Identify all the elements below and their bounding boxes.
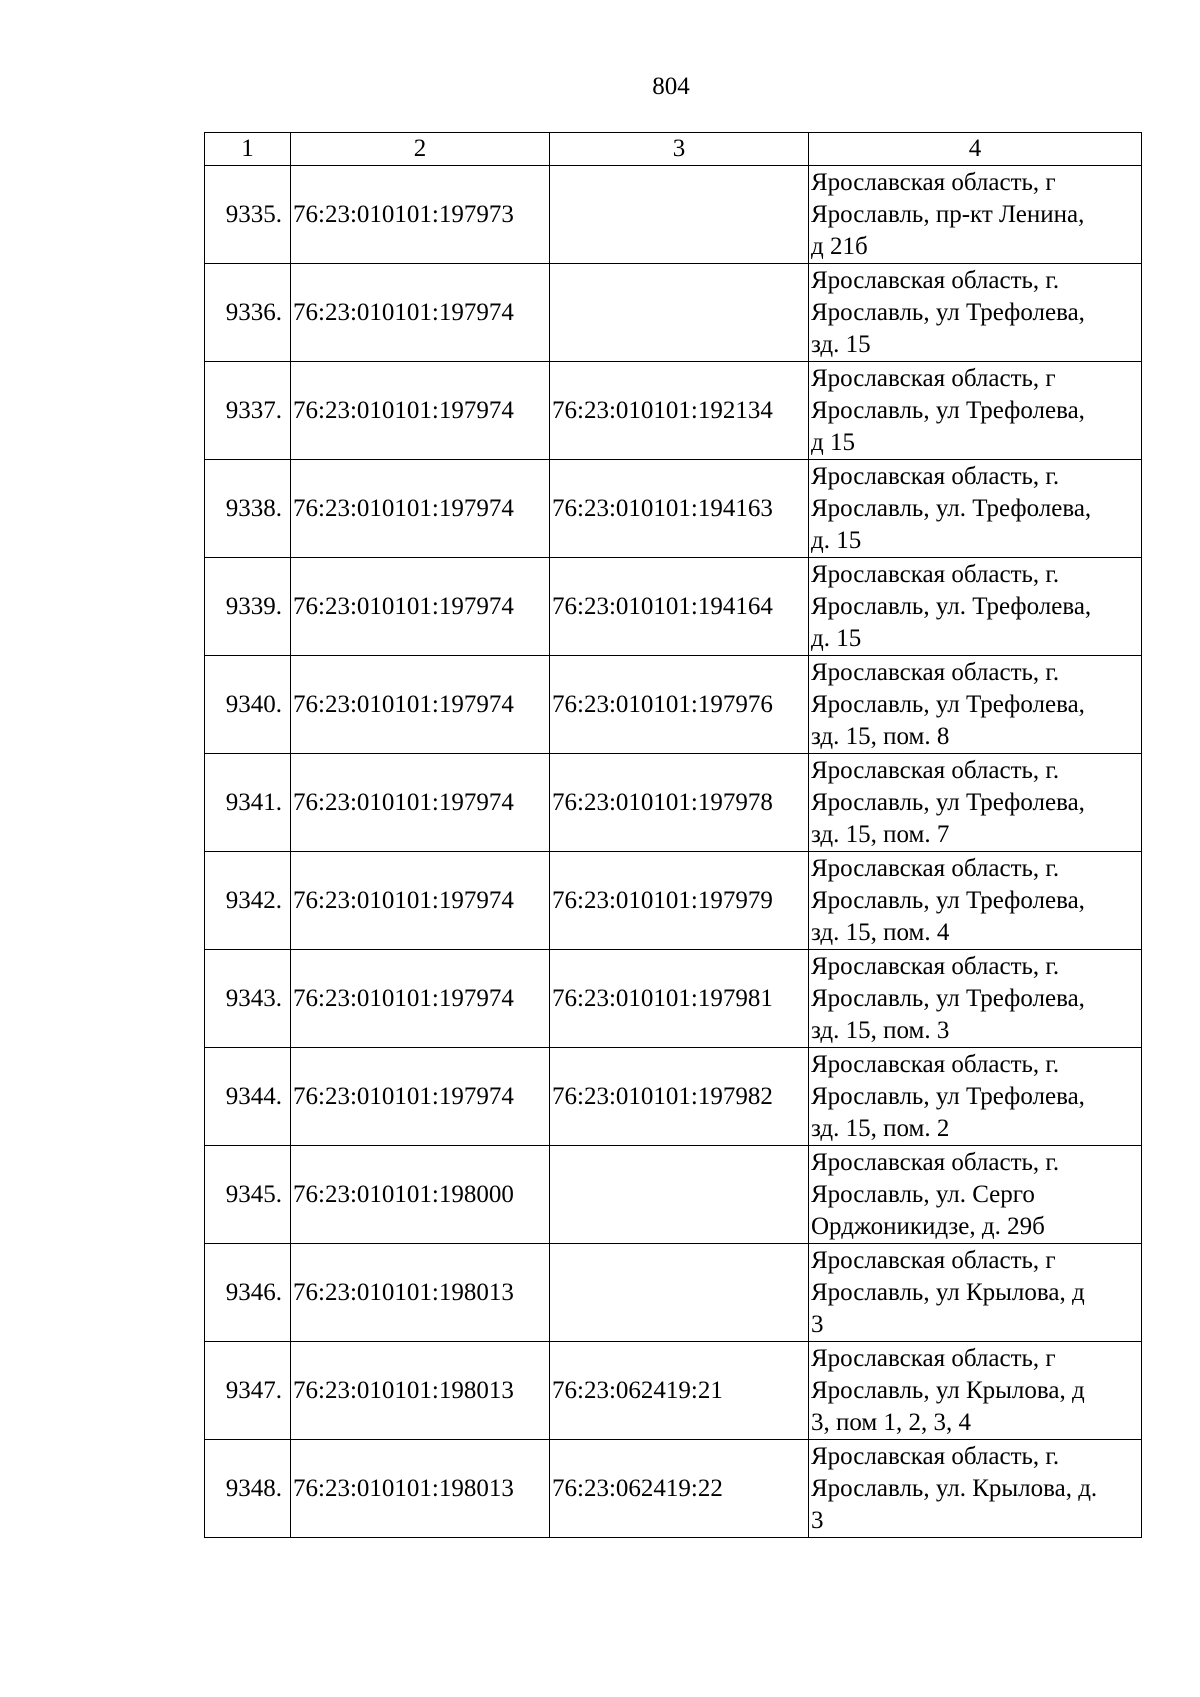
table-row — [205, 754, 1142, 852]
address-line: Ярославская область, г. — [811, 1148, 1060, 1176]
address-line: зд. 15 — [811, 330, 871, 358]
address-line: Ярославль, ул Трефолева, — [811, 886, 1085, 914]
address-line: Ярославль, ул. Трефолева, — [811, 592, 1092, 620]
table-row — [205, 950, 1142, 1048]
sub-cadastral-number: 76:23:010101:197981 — [550, 950, 809, 1048]
cadastral-number: 76:23:010101:198013 — [291, 1244, 550, 1342]
address-line: Ярославль, пр-кт Ленина, — [811, 200, 1085, 228]
cadastral-number: 76:23:010101:198000 — [291, 1146, 550, 1244]
address-line: Ярославль, ул. Трефолева, — [811, 494, 1092, 522]
address-line: зд. 15, пом. 3 — [811, 1016, 950, 1044]
address-line: Ярославская область, г. — [811, 560, 1060, 588]
address-line: д. 15 — [811, 624, 862, 652]
table-header — [205, 133, 1142, 166]
address-line: зд. 15, пом. 4 — [811, 918, 950, 946]
address-line: Ярославль, ул Трефолева, — [811, 396, 1085, 424]
table-row — [205, 1244, 1142, 1342]
cadastral-number: 76:23:010101:197974 — [291, 1048, 550, 1146]
row-number: 9345. — [205, 1146, 291, 1244]
sub-cadastral-number: 76:23:010101:194163 — [550, 460, 809, 558]
header-col-3: 3 — [550, 133, 809, 166]
address-cell — [809, 754, 1142, 852]
address-cell — [809, 166, 1142, 264]
address-line: Ярославль, ул Крылова, д — [811, 1376, 1085, 1404]
address-line: Ярославская область, г — [811, 364, 1056, 392]
address-cell — [809, 1048, 1142, 1146]
address-cell — [809, 1244, 1142, 1342]
table-row — [205, 362, 1142, 460]
address-line: Ярославская область, г. — [811, 1050, 1060, 1078]
register-table — [204, 132, 1142, 1538]
header-col-1: 1 — [205, 133, 291, 166]
address-line: д 15 — [811, 428, 855, 456]
sub-cadastral-number: 76:23:062419:21 — [550, 1342, 809, 1440]
sub-cadastral-number: 76:23:062419:22 — [550, 1440, 809, 1538]
address-cell — [809, 1342, 1142, 1440]
table-row — [205, 656, 1142, 754]
sub-cadastral-number: 76:23:010101:194164 — [550, 558, 809, 656]
cadastral-number: 76:23:010101:198013 — [291, 1440, 550, 1538]
address-cell — [809, 1146, 1142, 1244]
row-number: 9337. — [205, 362, 291, 460]
address-line: Ярославль, ул. Крылова, д. — [811, 1474, 1098, 1502]
row-number: 9346. — [205, 1244, 291, 1342]
cadastral-number: 76:23:010101:197974 — [291, 950, 550, 1048]
cadastral-number: 76:23:010101:197973 — [291, 166, 550, 264]
address-line: Ярославская область, г. — [811, 854, 1060, 882]
sub-cadastral-number — [550, 1146, 809, 1244]
address-line: зд. 15, пом. 8 — [811, 722, 950, 750]
cadastral-number: 76:23:010101:198013 — [291, 1342, 550, 1440]
row-number: 9336. — [205, 264, 291, 362]
row-number: 9347. — [205, 1342, 291, 1440]
address-cell — [809, 264, 1142, 362]
table-row — [205, 460, 1142, 558]
row-number: 9338. — [205, 460, 291, 558]
address-line: Ярославская область, г. — [811, 462, 1060, 490]
address-line: Ярославская область, г. — [811, 952, 1060, 980]
sub-cadastral-number — [550, 1244, 809, 1342]
table-row — [205, 558, 1142, 656]
address-line: Ярославль, ул. Серго — [811, 1180, 1035, 1208]
address-cell — [809, 362, 1142, 460]
address-line: Ярославская область, г. — [811, 756, 1060, 784]
address-line: д 21б — [811, 232, 868, 260]
address-line: Ярославская область, г. — [811, 266, 1060, 294]
address-line: Ярославль, ул Трефолева, — [811, 1082, 1085, 1110]
table-row — [205, 264, 1142, 362]
address-line: Ярославль, ул Трефолева, — [811, 984, 1085, 1012]
address-line: зд. 15, пом. 2 — [811, 1114, 950, 1142]
cadastral-number: 76:23:010101:197974 — [291, 852, 550, 950]
cadastral-number: 76:23:010101:197974 — [291, 460, 550, 558]
cadastral-number: 76:23:010101:197974 — [291, 362, 550, 460]
sub-cadastral-number: 76:23:010101:192134 — [550, 362, 809, 460]
address-cell — [809, 1440, 1142, 1538]
address-line: д. 15 — [811, 526, 862, 554]
row-number: 9340. — [205, 656, 291, 754]
address-line: Ярославская область, г. — [811, 1442, 1060, 1470]
row-number: 9341. — [205, 754, 291, 852]
table-row — [205, 1342, 1142, 1440]
address-line: зд. 15, пом. 7 — [811, 820, 950, 848]
sub-cadastral-number — [550, 166, 809, 264]
row-number: 9343. — [205, 950, 291, 1048]
address-line: Ярославль, ул Трефолева, — [811, 788, 1085, 816]
sub-cadastral-number: 76:23:010101:197978 — [550, 754, 809, 852]
sub-cadastral-number: 76:23:010101:197976 — [550, 656, 809, 754]
table-row — [205, 1440, 1142, 1538]
table-body — [205, 166, 1142, 1538]
table-row — [205, 1048, 1142, 1146]
cadastral-number: 76:23:010101:197974 — [291, 264, 550, 362]
address-cell — [809, 656, 1142, 754]
row-number: 9348. — [205, 1440, 291, 1538]
header-row — [205, 133, 1142, 166]
address-line: Ярославль, ул Трефолева, — [811, 690, 1085, 718]
address-line: Ярославская область, г. — [811, 658, 1060, 686]
address-line: 3 — [811, 1310, 824, 1338]
table-row — [205, 1146, 1142, 1244]
address-line: Орджоникидзе, д. 29б — [811, 1212, 1045, 1240]
cadastral-number: 76:23:010101:197974 — [291, 558, 550, 656]
header-col-4: 4 — [809, 133, 1142, 166]
address-cell — [809, 460, 1142, 558]
address-cell — [809, 852, 1142, 950]
address-cell — [809, 950, 1142, 1048]
address-line: Ярославская область, г — [811, 1344, 1056, 1372]
address-line: Ярославль, ул Трефолева, — [811, 298, 1085, 326]
address-line: 3, пом 1, 2, 3, 4 — [811, 1408, 971, 1436]
address-line: Ярославль, ул Крылова, д — [811, 1278, 1085, 1306]
row-number: 9344. — [205, 1048, 291, 1146]
row-number: 9342. — [205, 852, 291, 950]
table-row — [205, 852, 1142, 950]
address-line: Ярославская область, г — [811, 1246, 1056, 1274]
page-number: 804 — [652, 73, 690, 100]
header-col-2: 2 — [291, 133, 550, 166]
sub-cadastral-number — [550, 264, 809, 362]
sub-cadastral-number: 76:23:010101:197982 — [550, 1048, 809, 1146]
row-number: 9339. — [205, 558, 291, 656]
table-row — [205, 166, 1142, 264]
address-line: Ярославская область, г — [811, 168, 1056, 196]
cadastral-number: 76:23:010101:197974 — [291, 656, 550, 754]
sub-cadastral-number: 76:23:010101:197979 — [550, 852, 809, 950]
cadastral-number: 76:23:010101:197974 — [291, 754, 550, 852]
address-cell — [809, 558, 1142, 656]
row-number: 9335. — [205, 166, 291, 264]
address-line: 3 — [811, 1506, 824, 1534]
